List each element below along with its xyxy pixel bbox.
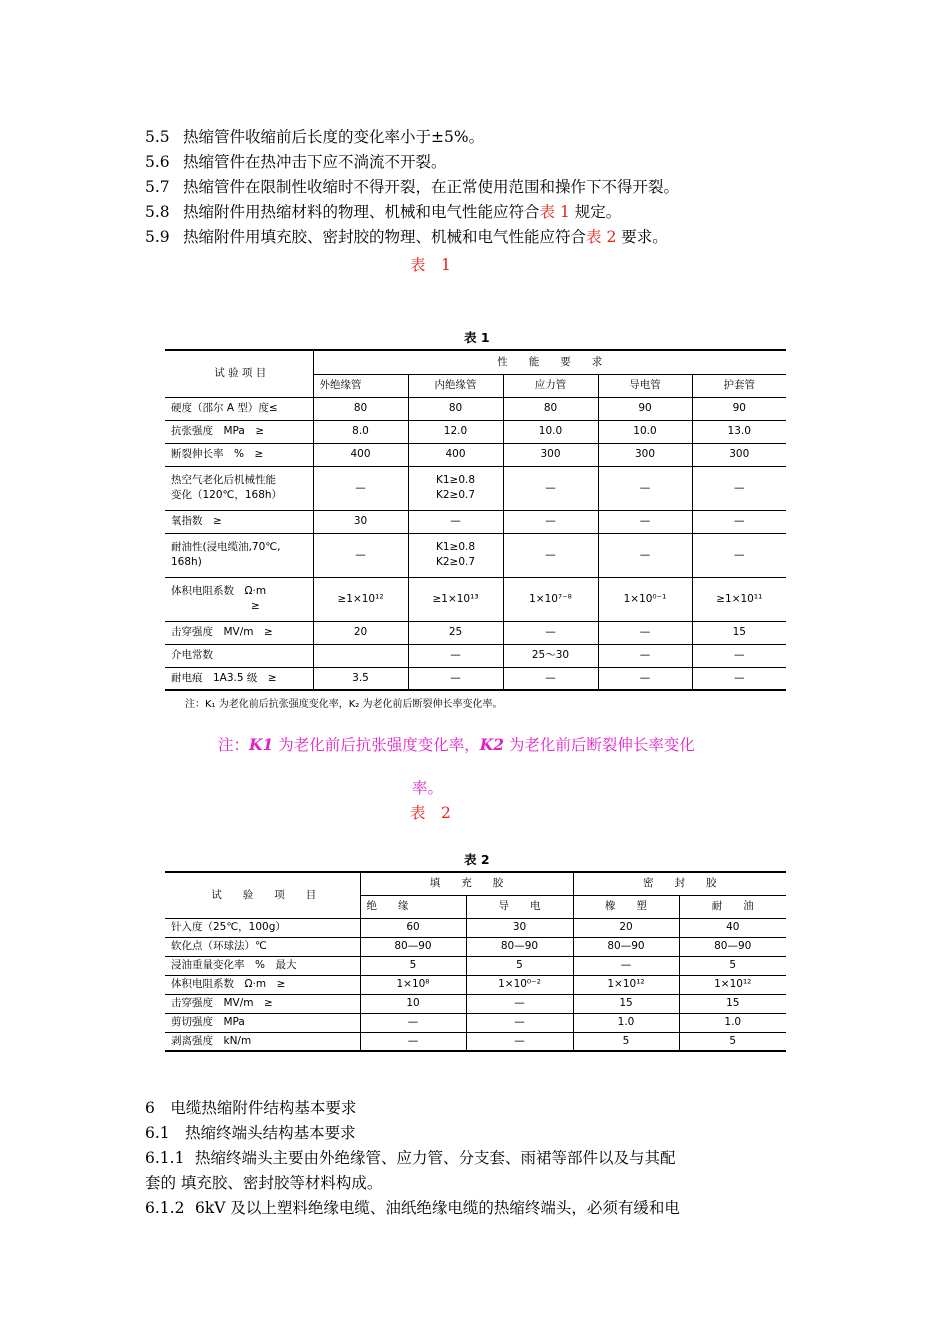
table-1-cell: —: [408, 644, 503, 667]
table-1-cell: 80: [313, 397, 408, 420]
table-1-item: 耐油性(浸电缆油,70℃, 168h): [165, 533, 313, 577]
table-2-item: 击穿强度 MV/m ≥: [165, 994, 360, 1013]
table-1-item: 介电常数: [165, 644, 313, 667]
table-1-cell: [313, 644, 408, 667]
table-1-cell: —: [408, 667, 503, 690]
note-large-line2: 率。: [412, 779, 444, 797]
table-1-header-item: 试 验 项 目: [165, 350, 313, 397]
section-6-1-heading: 6.1 热缩终端头结构基本要求: [145, 1124, 356, 1142]
table-1-cell: 20: [313, 621, 408, 644]
table-1-caption: 表 1: [410, 256, 451, 274]
table-1-col-header: 内绝缘管: [408, 374, 503, 397]
table-1-cell: 8.0: [313, 420, 408, 443]
table-2-group-filler: 填 充 胶: [360, 872, 573, 895]
clause-5-8: 5.8 热缩附件用热缩材料的物理、机械和电气性能应符合表 1 规定。: [145, 203, 622, 221]
table-1-cell: 90: [598, 397, 692, 420]
table-1-cell: —: [313, 533, 408, 577]
table-2-row: [165, 975, 786, 994]
table-2-cell: 5: [573, 1032, 679, 1051]
table-2-row: [165, 937, 786, 956]
table-1-item: 热空气老化后机械性能 变化（120℃，168h）: [165, 466, 313, 510]
table-1-cell: 25～30: [503, 644, 598, 667]
section-6-heading: 6 电缆热缩附件结构基本要求: [145, 1099, 357, 1117]
table-1-cell: —: [692, 667, 786, 690]
table-1-cell: —: [692, 533, 786, 577]
table-1-col-header: 导电管: [598, 374, 692, 397]
table-2-item: 软化点（环球法）℃: [165, 937, 360, 956]
table-2-cell: 1.0: [679, 1013, 786, 1032]
table-2-link[interactable]: 表 2: [586, 228, 617, 246]
table-2-col-header: 导 电: [466, 895, 573, 918]
table-1-item: 硬度（邵尔 A 型）度≤: [165, 397, 313, 420]
clause-6-1-1: 6.1.1 热缩终端头主要由外绝缘管、应力管、分支套、雨裙等部件以及与其配: [145, 1149, 676, 1167]
table-1-cell: 10.0: [503, 420, 598, 443]
table-2: [165, 871, 786, 1052]
table-2-cell: 80—90: [466, 937, 573, 956]
clause-6-1-1-cont: 套的 填充胶、密封胶等材料构成。: [145, 1174, 383, 1192]
table-2-cell: —: [573, 956, 679, 975]
table-2-item: 剪切强度 MPa: [165, 1013, 360, 1032]
table-1-row: [165, 621, 786, 644]
table-2-cell: —: [466, 994, 573, 1013]
clause-5-9: 5.9 热缩附件用填充胶、密封胶的物理、机械和电气性能应符合表 2 要求。: [145, 228, 668, 246]
table-2-cell: —: [466, 1032, 573, 1051]
table-2-col-header: 橡 塑: [573, 895, 679, 918]
table-2-title: 表 2: [464, 852, 490, 867]
table-2-header-item: 试 验 项 目: [165, 872, 360, 918]
table-1-cell: 300: [503, 443, 598, 466]
table-1-cell: 80: [408, 397, 503, 420]
table-1-cell: —: [598, 621, 692, 644]
table-1-col-header: 应力管: [503, 374, 598, 397]
table-2-cell: 80—90: [360, 937, 466, 956]
table-2-cell: 40: [679, 918, 786, 937]
table-1-title: 表 1: [464, 330, 490, 345]
table-1-item: 断裂伸长率 % ≥: [165, 443, 313, 466]
table-2-cell: 60: [360, 918, 466, 937]
table-2-item: 浸油重量变化率 % 最大: [165, 956, 360, 975]
table-2-col-header: 耐 油: [679, 895, 786, 918]
table-1-cell: K1≥0.8 K2≥0.7: [408, 466, 503, 510]
table-1-item: 击穿强度 MV/m ≥: [165, 621, 313, 644]
table-1-cell: 10.0: [598, 420, 692, 443]
table-2-cell: 80—90: [679, 937, 786, 956]
table-1-cell: ≥1×10¹¹: [692, 577, 786, 621]
table-1-cell: 400: [408, 443, 503, 466]
table-1-header-requirements: 性 能 要 求: [313, 350, 786, 374]
table-2-cell: 5: [679, 956, 786, 975]
clause-6-1-2: 6.1.2 6kV 及以上塑料绝缘电缆、油纸绝缘电缆的热缩终端头，必须有缓和电: [145, 1199, 680, 1217]
table-1-cell: 15: [692, 621, 786, 644]
table-1-cell: 25: [408, 621, 503, 644]
table-1-cell: K1≥0.8 K2≥0.7: [408, 533, 503, 577]
table-1-cell: —: [503, 510, 598, 533]
table-2-cell: —: [360, 1032, 466, 1051]
table-1-item: 耐电痕 1A3.5 级 ≥: [165, 667, 313, 690]
table-2-cell: 20: [573, 918, 679, 937]
table-2-row: [165, 918, 786, 937]
table-1-note: 注：K₁ 为老化前后抗张强度变化率，K₂ 为老化前后断裂伸长率变化率。: [185, 699, 503, 710]
table-1-cell: 300: [598, 443, 692, 466]
table-1-row: [165, 466, 786, 510]
table-1-cell: —: [598, 510, 692, 533]
table-1-cell: —: [503, 466, 598, 510]
table-1-link[interactable]: 表 1: [539, 203, 570, 221]
table-1-row: [165, 577, 786, 621]
table-1-cell: —: [503, 621, 598, 644]
table-2-cell: —: [360, 1013, 466, 1032]
table-2-row: [165, 994, 786, 1013]
table-2-cell: 5: [466, 956, 573, 975]
clause-5-5: 5.5 热缩管件收缩前后长度的变化率小于±5%。: [145, 128, 485, 146]
k1-symbol: K1: [249, 735, 274, 754]
table-1-item: 抗张强度 MPa ≥: [165, 420, 313, 443]
table-1-cell: —: [598, 533, 692, 577]
table-2-row: [165, 1032, 786, 1051]
table-2-item: 针入度（25℃，100g）: [165, 918, 360, 937]
table-1-cell: —: [692, 644, 786, 667]
k2-symbol: K2: [479, 735, 504, 754]
table-1-cell: —: [692, 466, 786, 510]
table-1-cell: —: [408, 510, 503, 533]
table-2-cell: 15: [679, 994, 786, 1013]
table-1-cell: 80: [503, 397, 598, 420]
table-1-row: [165, 420, 786, 443]
table-2-cell: 15: [573, 994, 679, 1013]
table-1-cell: 90: [692, 397, 786, 420]
table-2-cell: 10: [360, 994, 466, 1013]
table-1-row: [165, 510, 786, 533]
table-1-row: [165, 644, 786, 667]
table-2-cell: 1×10¹²: [679, 975, 786, 994]
table-2-cell: 1×10¹²: [573, 975, 679, 994]
table-2-cell: 1.0: [573, 1013, 679, 1032]
table-2-cell: 80—90: [573, 937, 679, 956]
table-1-cell: 12.0: [408, 420, 503, 443]
table-2-item: 体积电阻系数 Ω·m ≥: [165, 975, 360, 994]
table-1-cell: ≥1×10¹²: [313, 577, 408, 621]
table-1-cell: —: [503, 533, 598, 577]
table-2-cell: 5: [679, 1032, 786, 1051]
note-large: 注：K1 为老化前后抗张强度变化率，K2 为老化前后断裂伸长率变化: [218, 735, 695, 754]
clause-5-7: 5.7 热缩管件在限制性收缩时不得开裂，在正常使用范围和操作下不得开裂。: [145, 178, 680, 196]
table-2-col-header: 绝 缘: [360, 895, 466, 918]
table-1-cell: 1×10⁷⁻⁸: [503, 577, 598, 621]
table-2-caption: 表 2: [410, 804, 451, 822]
table-1-col-header: 护套管: [692, 374, 786, 397]
table-1-item: 体积电阻系数 Ω·m ≥: [165, 577, 313, 621]
table-2-cell: 1×10⁰⁻²: [466, 975, 573, 994]
table-2-item: 剥离强度 kN/m: [165, 1032, 360, 1051]
table-1-cell: 400: [313, 443, 408, 466]
table-1-item: 氧指数 ≥: [165, 510, 313, 533]
table-1: [165, 349, 786, 691]
table-1-cell: 30: [313, 510, 408, 533]
table-1-cell: —: [598, 644, 692, 667]
table-2-row: [165, 1013, 786, 1032]
table-2-cell: —: [466, 1013, 573, 1032]
table-1-cell: —: [598, 667, 692, 690]
table-1-cell: 13.0: [692, 420, 786, 443]
table-1-cell: —: [598, 466, 692, 510]
table-1-row: [165, 667, 786, 690]
table-1-cell: —: [313, 466, 408, 510]
table-2-cell: 1×10⁸: [360, 975, 466, 994]
table-2-cell: 30: [466, 918, 573, 937]
table-2-group-sealant: 密 封 胶: [573, 872, 786, 895]
table-1-cell: 3.5: [313, 667, 408, 690]
table-1-cell: 1×10⁰⁻¹: [598, 577, 692, 621]
table-1-row: [165, 397, 786, 420]
table-1-row: [165, 533, 786, 577]
table-1-row: [165, 443, 786, 466]
table-2-cell: 5: [360, 956, 466, 975]
table-1-cell: ≥1×10¹³: [408, 577, 503, 621]
table-1-cell: —: [692, 510, 786, 533]
table-1-cell: 300: [692, 443, 786, 466]
table-1-col-header: 外绝缘管: [313, 374, 408, 397]
table-1-cell: —: [503, 667, 598, 690]
clause-5-6: 5.6 热缩管件在热冲击下应不淌流不开裂。: [145, 153, 447, 171]
table-2-row: [165, 956, 786, 975]
